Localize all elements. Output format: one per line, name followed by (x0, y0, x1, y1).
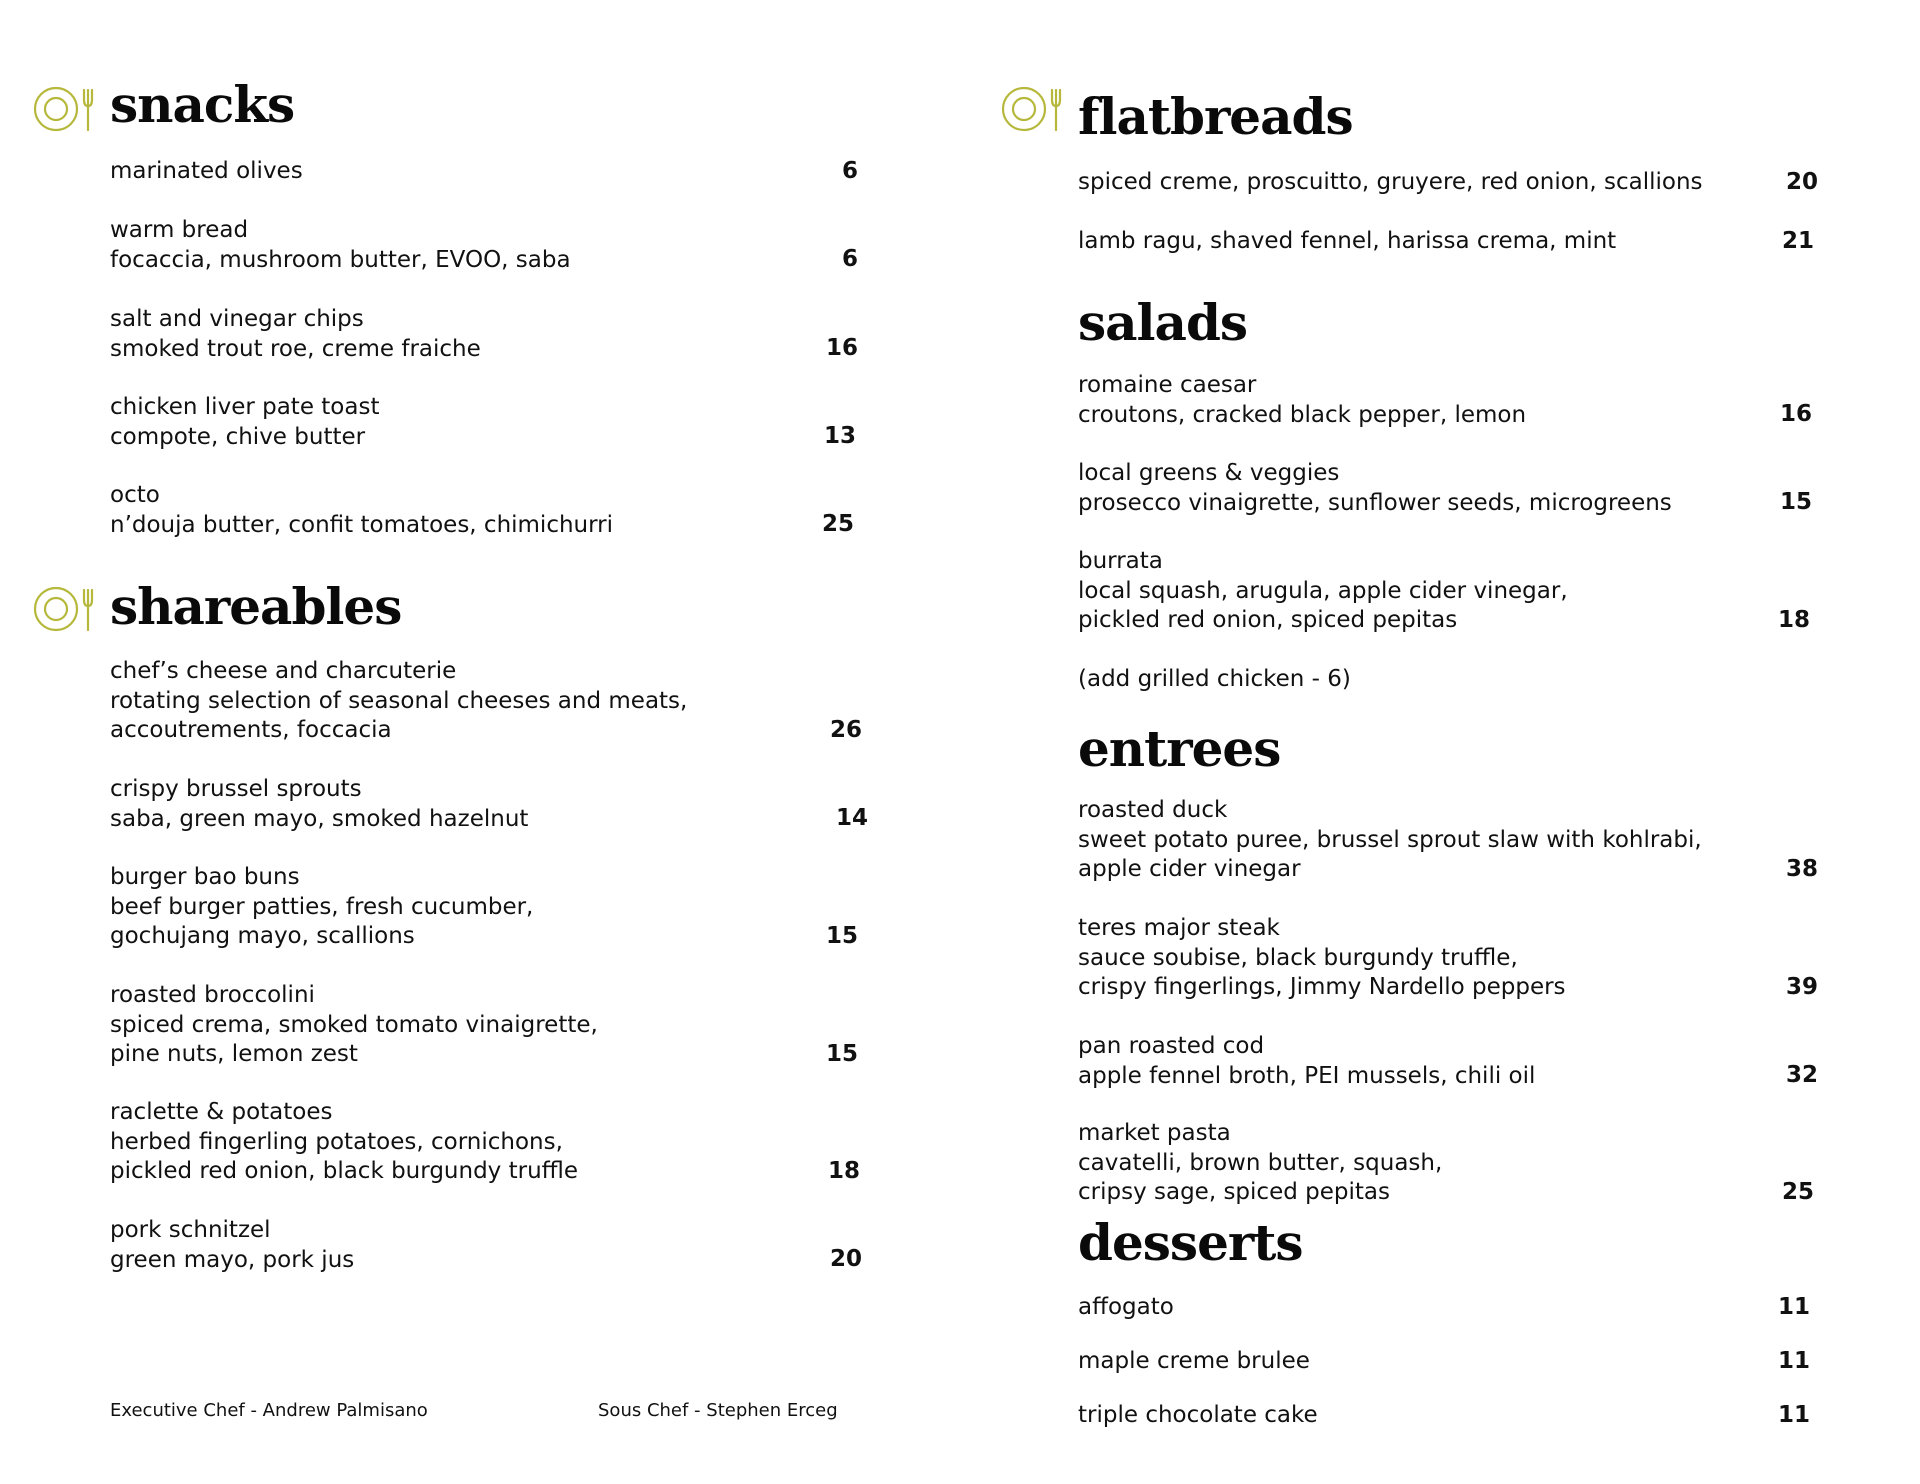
item-price: 18 (827, 1158, 860, 1184)
item-price: 11 (1777, 1348, 1810, 1374)
menu-item (1078, 168, 1703, 198)
plate-fork-icon (32, 84, 96, 134)
item-price: 32 (1785, 1062, 1818, 1088)
item-description: rotating selection of seasonal cheeses and meats, (110, 687, 688, 714)
menu-item (1078, 796, 1702, 885)
item-description: cripsy sage, spiced pepitas (1078, 1179, 1390, 1205)
item-name: local greens & veggies (1078, 460, 1340, 486)
item-description: saba, green mayo, smoked hazelnut (110, 805, 529, 832)
menu-item (110, 393, 379, 452)
menu-item (110, 1216, 354, 1275)
item-name: romaine caesar (1078, 372, 1257, 398)
plate-fork-icon (32, 584, 96, 634)
menu-item (110, 305, 481, 364)
item-price: 25 (821, 511, 854, 537)
flatbreads-heading: flatbreads (1078, 87, 1353, 146)
plate-fork-icon (1000, 84, 1064, 134)
item-price: 6 (841, 158, 858, 184)
section-title-shareables (110, 577, 402, 636)
menu-item (1078, 914, 1566, 1003)
item-price: 18 (1777, 607, 1810, 633)
item-description: beef burger patties, fresh cucumber, (110, 893, 534, 920)
item-name: warm bread (110, 217, 249, 243)
section-title-flatbreads (1078, 87, 1353, 146)
item-name: raclette & potatoes (110, 1099, 333, 1125)
section-title-desserts (1078, 1213, 1303, 1272)
item-name: chef’s cheese and charcuterie (110, 658, 457, 684)
item-price: 11 (1777, 1294, 1810, 1320)
menu-item (1078, 1347, 1310, 1377)
item-description: pickled red onion, black burgundy truffle (110, 1158, 579, 1184)
item-description: pickled red onion, spiced pepitas (1078, 607, 1458, 633)
item-description: accoutrements, foccacia (110, 717, 392, 743)
item-description: prosecco vinaigrette, sunflower seeds, microgreens (1078, 489, 1672, 516)
item-price: 16 (1779, 401, 1812, 427)
item-name: burger bao buns (110, 864, 300, 890)
menu-item (110, 216, 571, 275)
entrees-heading: entrees (1078, 719, 1281, 778)
item-description: focaccia, mushroom butter, EVOO, saba (110, 246, 571, 273)
item-name: pan roasted cod (1078, 1033, 1265, 1059)
item-price: 11 (1777, 1402, 1810, 1428)
item-description: apple cider vinegar (1078, 856, 1301, 882)
item-name: octo (110, 482, 160, 508)
item-price: 15 (825, 1041, 858, 1067)
menu-item (1078, 1401, 1318, 1431)
item-name: affogato (1078, 1294, 1174, 1320)
item-description: crispy fingerlings, Jimmy Nardello peppers (1078, 974, 1566, 1000)
item-name: maple creme brulee (1078, 1348, 1310, 1374)
item-description: compote, chive butter (110, 423, 366, 450)
item-price: 38 (1785, 856, 1818, 882)
menu-item (1078, 459, 1672, 518)
section-title-salads (1078, 293, 1248, 352)
item-price: 20 (829, 1246, 862, 1272)
executive-chef-credit: Executive Chef - Andrew Palmisano (110, 1400, 428, 1421)
item-price: 20 (1785, 169, 1818, 195)
item-name: salt and vinegar chips (110, 306, 364, 332)
item-description: cavatelli, brown butter, squash, (1078, 1149, 1443, 1176)
item-price: 21 (1781, 228, 1814, 254)
item-name: lamb ragu, shaved fennel, harissa crema, mint (1078, 228, 1617, 254)
item-description: croutons, cracked black pepper, lemon (1078, 401, 1527, 428)
menu-item (1078, 227, 1616, 257)
menu-item (1078, 1293, 1174, 1323)
item-description: pine nuts, lemon zest (110, 1041, 358, 1067)
item-price: 25 (1781, 1179, 1814, 1205)
item-description: spiced crema, smoked tomato vinaigrette, (110, 1011, 598, 1038)
salad-add-on-note (1078, 665, 1351, 695)
item-name: crispy brussel sprouts (110, 776, 362, 802)
item-name: marinated olives (110, 158, 303, 184)
sous-chef-credit: Sous Chef - Stephen Erceg (598, 1400, 838, 1421)
item-description: sweet potato puree, brussel sprout slaw with kohlrabi, (1078, 826, 1702, 853)
item-description: smoked trout roe, creme fraiche (110, 335, 481, 362)
item-price: 15 (825, 923, 858, 949)
menu-item (110, 1098, 578, 1187)
menu-item (1078, 371, 1526, 430)
item-name: chicken liver pate toast (110, 394, 380, 420)
section-title-entrees (1078, 719, 1281, 778)
menu-item (110, 981, 598, 1070)
item-name: spiced creme, proscuitto, gruyere, red onion, scallions (1078, 169, 1703, 195)
menu-item (1078, 547, 1568, 636)
menu-item (110, 657, 687, 746)
item-name: teres major steak (1078, 915, 1280, 941)
menu-item (110, 157, 303, 187)
section-title-snacks (110, 75, 295, 134)
item-name: roasted broccolini (110, 982, 315, 1008)
item-price: 6 (841, 246, 858, 272)
menu-item (110, 481, 613, 540)
item-price: 15 (1779, 489, 1812, 515)
menu-item (110, 775, 528, 834)
item-description: sauce soubise, black burgundy truffle, (1078, 944, 1518, 971)
item-name: triple chocolate cake (1078, 1402, 1318, 1428)
shareables-heading: shareables (110, 577, 402, 636)
item-description: local squash, arugula, apple cider vinegar, (1078, 577, 1568, 604)
item-price: 26 (829, 717, 862, 743)
item-description: apple fennel broth, PEI mussels, chili oil (1078, 1062, 1536, 1089)
add-chicken-note: (add grilled chicken - 6) (1078, 666, 1351, 692)
desserts-heading: desserts (1078, 1213, 1303, 1272)
menu-item (110, 863, 533, 952)
item-price: 13 (823, 423, 856, 449)
item-name: burrata (1078, 548, 1163, 574)
salads-heading: salads (1078, 293, 1248, 352)
item-price: 39 (1785, 974, 1818, 1000)
item-price: 16 (825, 335, 858, 361)
item-description: n’douja butter, confit tomatoes, chimichurri (110, 511, 614, 538)
item-description: herbed fingerling potatoes, cornichons, (110, 1128, 563, 1155)
item-description: green mayo, pork jus (110, 1246, 355, 1273)
item-name: pork schnitzel (110, 1217, 271, 1243)
item-description: gochujang mayo, scallions (110, 923, 415, 949)
snacks-heading: snacks (110, 75, 295, 134)
item-name: roasted duck (1078, 797, 1228, 823)
item-price: 14 (835, 805, 868, 831)
menu-item (1078, 1119, 1442, 1208)
item-name: market pasta (1078, 1120, 1231, 1146)
menu-item (1078, 1032, 1535, 1091)
